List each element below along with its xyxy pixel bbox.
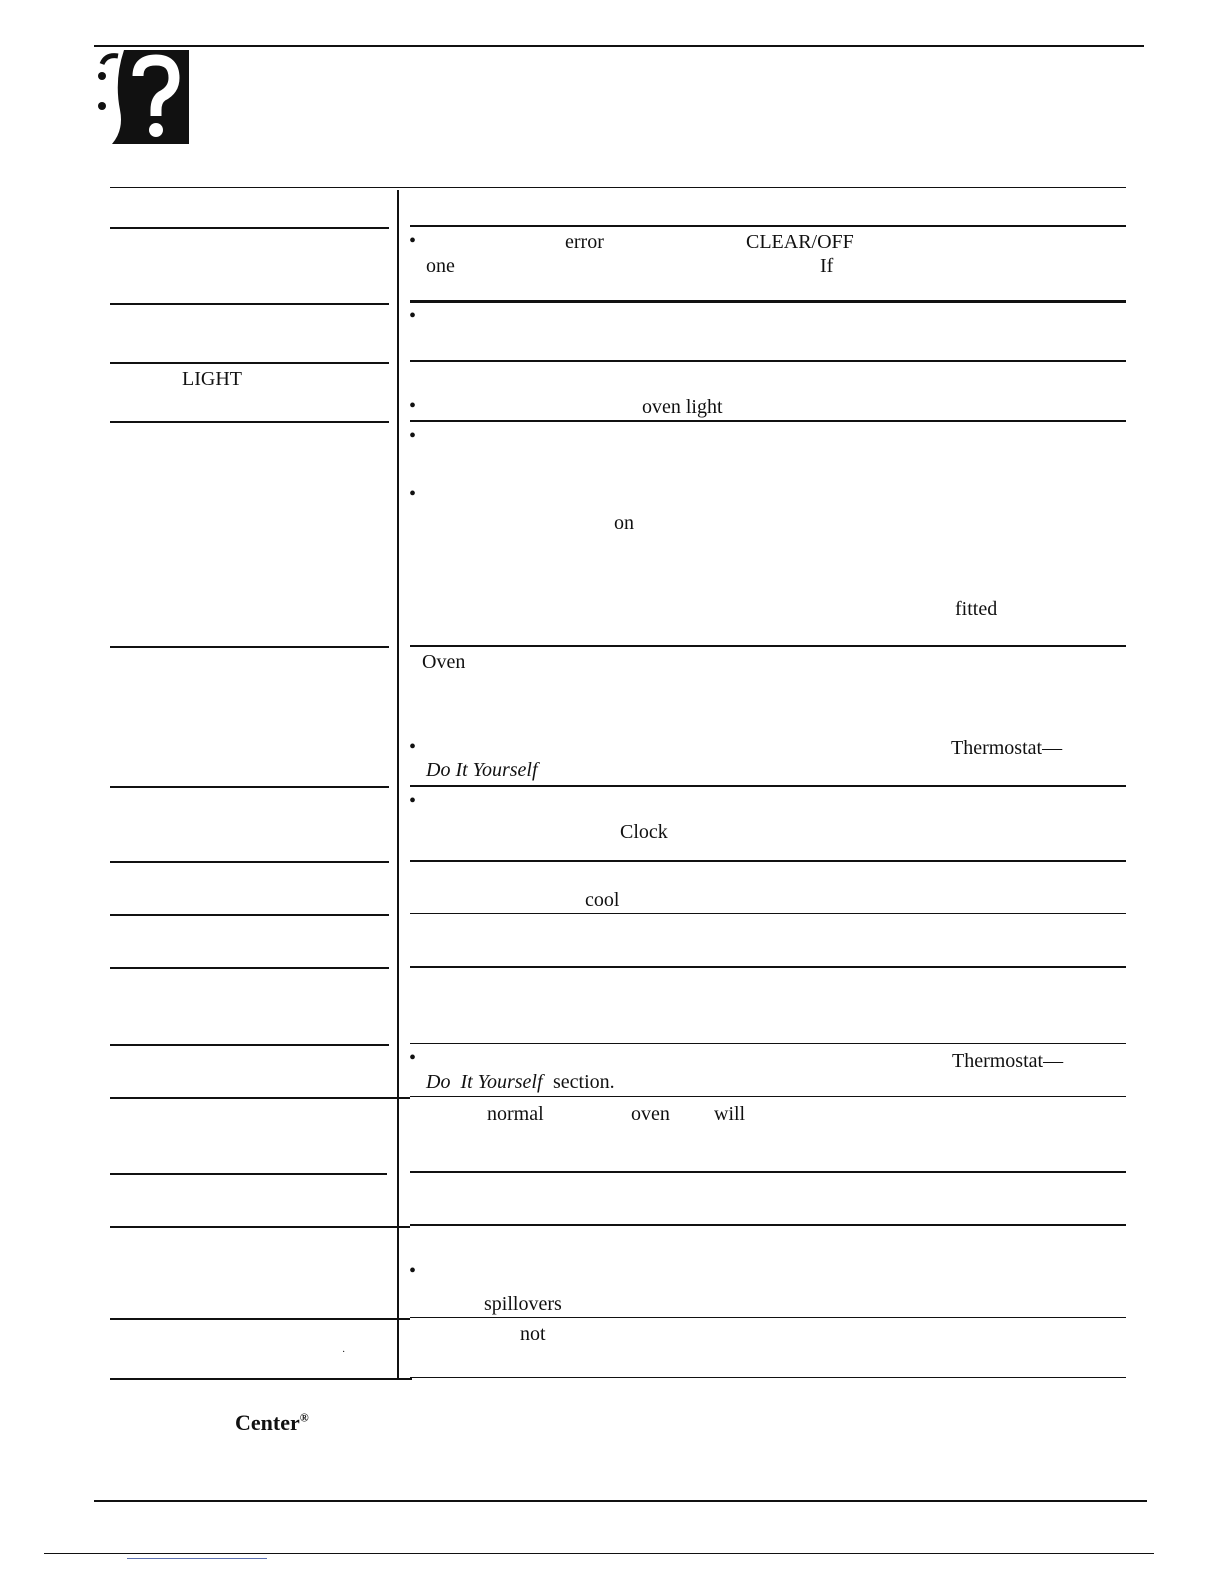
text-fragment: section.	[553, 1071, 615, 1093]
left-rule	[110, 303, 389, 305]
left-rule	[110, 1226, 410, 1228]
bullet: •	[409, 425, 417, 447]
right-rule	[410, 420, 1126, 422]
bullet: •	[409, 395, 417, 417]
right-rule	[410, 1171, 1126, 1173]
text-fragment: will	[714, 1103, 746, 1125]
left-rule	[110, 786, 389, 788]
right-rule	[410, 1377, 1126, 1378]
bullet: •	[409, 1260, 417, 1282]
right-rule	[410, 300, 1126, 303]
right-rule	[410, 785, 1126, 787]
text-fragment: Clock	[620, 821, 668, 843]
text-fragment: error	[565, 231, 604, 253]
registered-mark: ®	[299, 1410, 309, 1425]
left-rule	[110, 861, 389, 863]
top-rule	[94, 45, 1144, 47]
right-rule	[410, 1224, 1126, 1226]
bullet: •	[409, 736, 417, 758]
left-rule	[110, 421, 389, 423]
right-rule	[410, 913, 1126, 914]
left-rule	[110, 646, 389, 648]
text-fragment: on	[614, 512, 634, 534]
left-rule	[110, 1173, 387, 1175]
text-fragment: oven	[631, 1103, 670, 1125]
center-label-text: Center	[235, 1410, 300, 1435]
text-fragment: cool	[585, 889, 620, 911]
bullet: •	[409, 230, 417, 252]
bullet: •	[409, 790, 417, 812]
question-mark-person-logo-icon	[94, 50, 189, 144]
center-label	[235, 1412, 309, 1434]
left-rule	[110, 1378, 412, 1380]
text-fragment: not	[520, 1323, 546, 1345]
left-rule	[110, 1044, 389, 1046]
left-rule	[110, 967, 389, 969]
text-fragment: Oven	[422, 651, 466, 673]
left-rule	[110, 1318, 410, 1320]
stray-mark: ·	[342, 1347, 346, 1358]
right-rule	[410, 1043, 1126, 1044]
italic-reference: Do It Yourself	[426, 759, 538, 781]
page-edge-rule	[44, 1553, 1154, 1554]
text-fragment: Thermostat—	[951, 737, 1063, 759]
left-rule	[110, 1097, 410, 1099]
text-fragment: spillovers	[484, 1293, 562, 1315]
left-rule	[110, 914, 389, 916]
right-rule	[410, 360, 1126, 362]
text-fragment: CLEAR/OFF	[746, 231, 854, 253]
bullet: •	[409, 305, 417, 327]
bullet: •	[409, 1047, 417, 1069]
left-label: LIGHT	[182, 368, 242, 390]
right-rule	[410, 645, 1126, 647]
text-fragment: fitted	[955, 598, 998, 620]
italic-reference: Do It Yourself	[426, 1071, 543, 1093]
right-rule	[410, 225, 1126, 227]
left-rule	[110, 227, 389, 229]
text-fragment: normal	[487, 1103, 544, 1125]
text-fragment: oven light	[642, 396, 723, 418]
text-fragment: one	[426, 255, 455, 277]
right-rule	[410, 966, 1126, 968]
bottom-rule	[94, 1500, 1147, 1502]
text-fragment: If	[820, 255, 834, 277]
right-rule	[410, 860, 1126, 862]
text-fragment: Thermostat—	[952, 1050, 1064, 1072]
left-rule	[110, 362, 389, 364]
right-rule	[410, 1096, 1126, 1097]
accent-underline	[127, 1558, 267, 1559]
column-divider	[397, 190, 399, 1378]
bullet: •	[409, 483, 417, 505]
table-top-rule	[110, 187, 1126, 188]
right-rule	[410, 1317, 1126, 1318]
